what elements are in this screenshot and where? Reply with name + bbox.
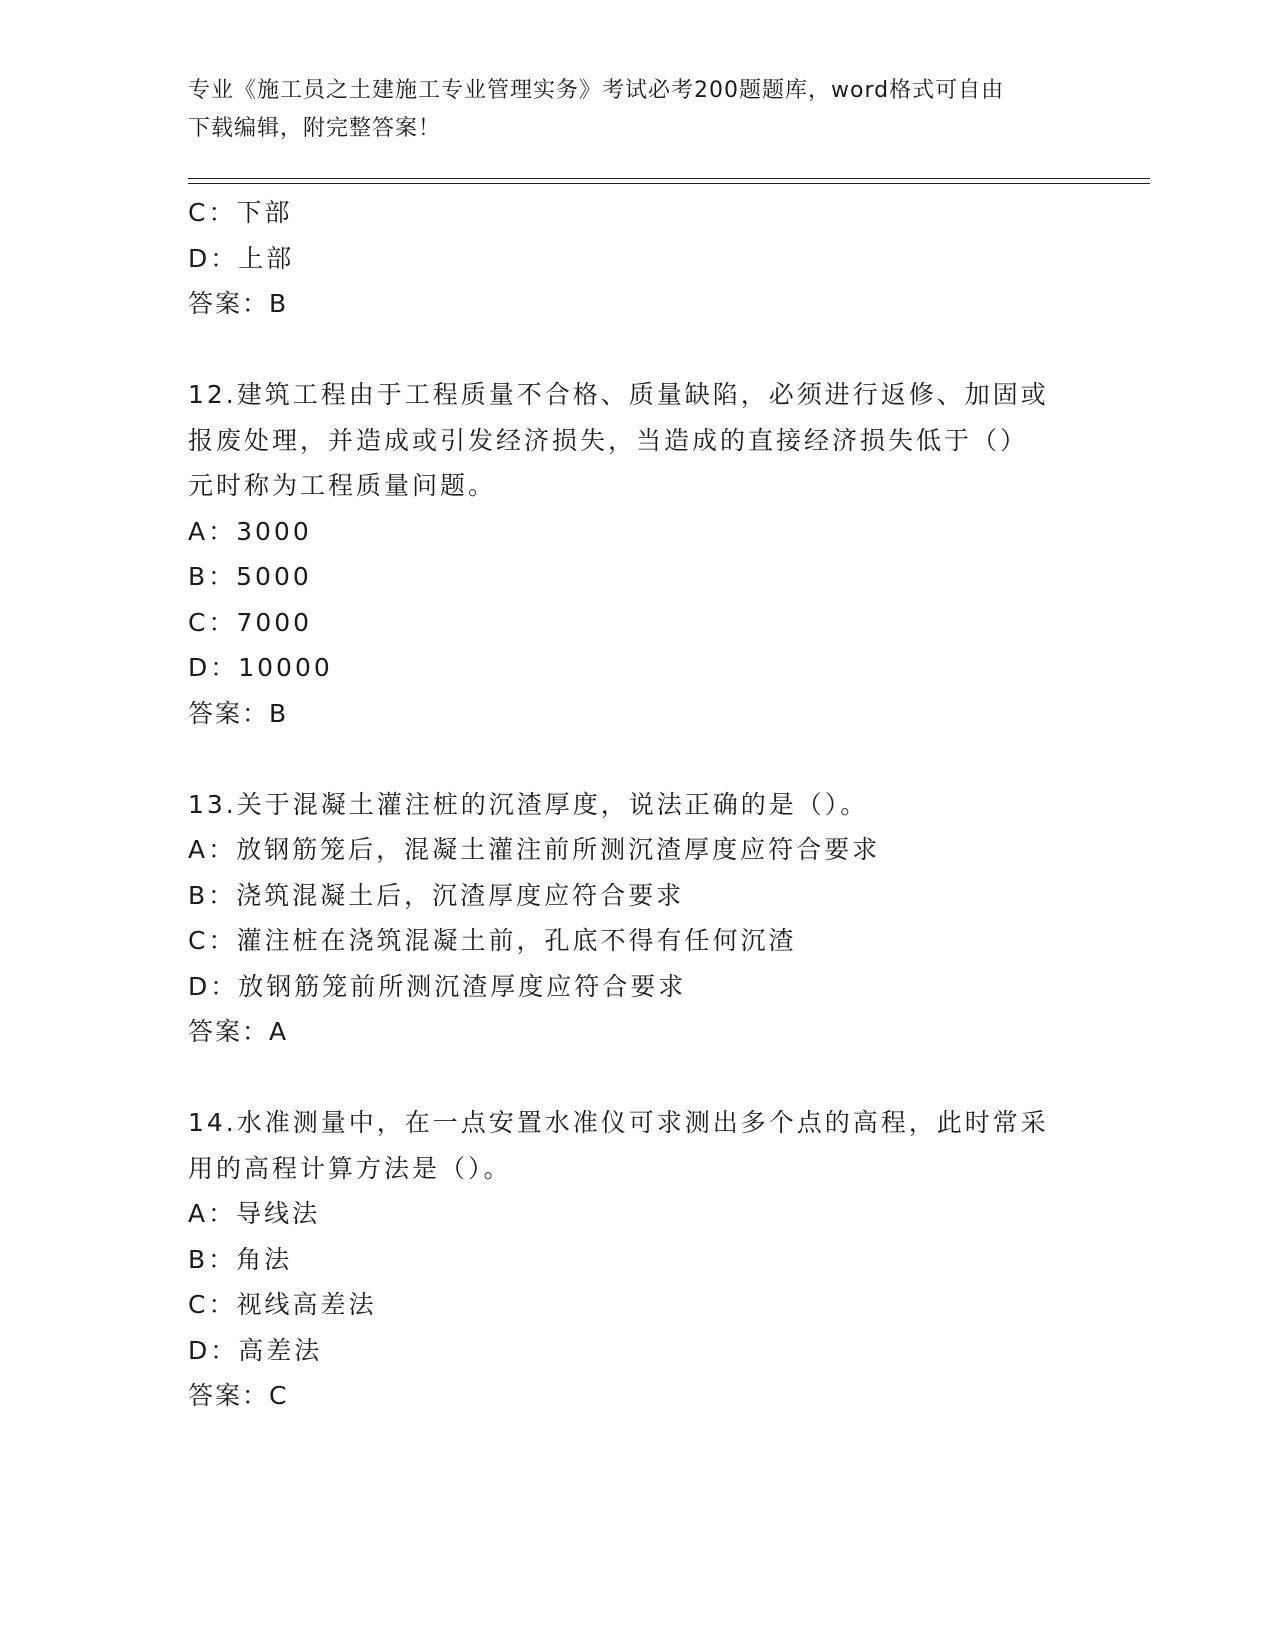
header-title-line-1: 专业《施工员之土建施工专业管理实务》考试必考200题题库，word格式可自由: [188, 78, 1005, 103]
question-list: [188, 190, 1088, 1419]
header-divider-bottom: [188, 183, 1150, 184]
option-d: D：高差法: [188, 1335, 323, 1365]
question-14: [188, 1100, 1088, 1419]
question-text-line: 用的高程计算方法是（）。: [188, 1153, 512, 1183]
answer-line: 答案：A: [188, 1017, 289, 1046]
question-text-line: 报废处理，并造成或引发经济损失，当造成的直接经济损失低于（）: [188, 425, 1029, 455]
spacer: [188, 1055, 1088, 1101]
answer-line: 答案：C: [188, 1381, 289, 1410]
question-13: [188, 782, 1088, 1055]
option-d: D：10000: [188, 653, 333, 682]
spacer: [188, 327, 1088, 373]
option-c: C：下部: [188, 198, 293, 227]
option-a: A：3000: [188, 516, 312, 546]
answer-line: 答案：B: [188, 289, 289, 318]
header-divider-top: [188, 178, 1150, 179]
question-12: [188, 372, 1088, 736]
spacer: [188, 736, 1088, 782]
question-text-line: 14.水准测量中，在一点安置水准仪可求测出多个点的高程，此时常采: [188, 1108, 1049, 1137]
header-title-line-2: 下载编辑，附完整答案！: [188, 116, 442, 141]
option-d: D：放钢筋笼前所测沉渣厚度应符合要求: [188, 971, 687, 1001]
option-b: B：角法: [188, 1244, 293, 1274]
option-d: D：上部: [188, 243, 295, 273]
option-b: B：浇筑混凝土后，沉渣厚度应符合要求: [188, 880, 685, 910]
option-c: C：视线高差法: [188, 1290, 377, 1319]
question-text-line: 12.建筑工程由于工程质量不合格、质量缺陷，必须进行返修、加固或: [188, 380, 1049, 409]
page-header: [188, 72, 1088, 148]
question-text-line: 13.关于混凝土灌注桩的沉渣厚度，说法正确的是（）。: [188, 789, 869, 819]
option-c: C：灌注桩在浇筑混凝土前，孔底不得有任何沉渣: [188, 926, 797, 955]
answer-line: 答案：B: [188, 698, 289, 728]
option-c: C：7000: [188, 607, 313, 637]
question-11-continued: [188, 190, 1088, 327]
option-a: A：放钢筋笼后，混凝土灌注前所测沉渣厚度应符合要求: [188, 835, 881, 864]
question-text-line: 元时称为工程质量问题。: [188, 471, 497, 500]
option-a: A：导线法: [188, 1199, 321, 1228]
option-b: B：5000: [188, 562, 312, 591]
